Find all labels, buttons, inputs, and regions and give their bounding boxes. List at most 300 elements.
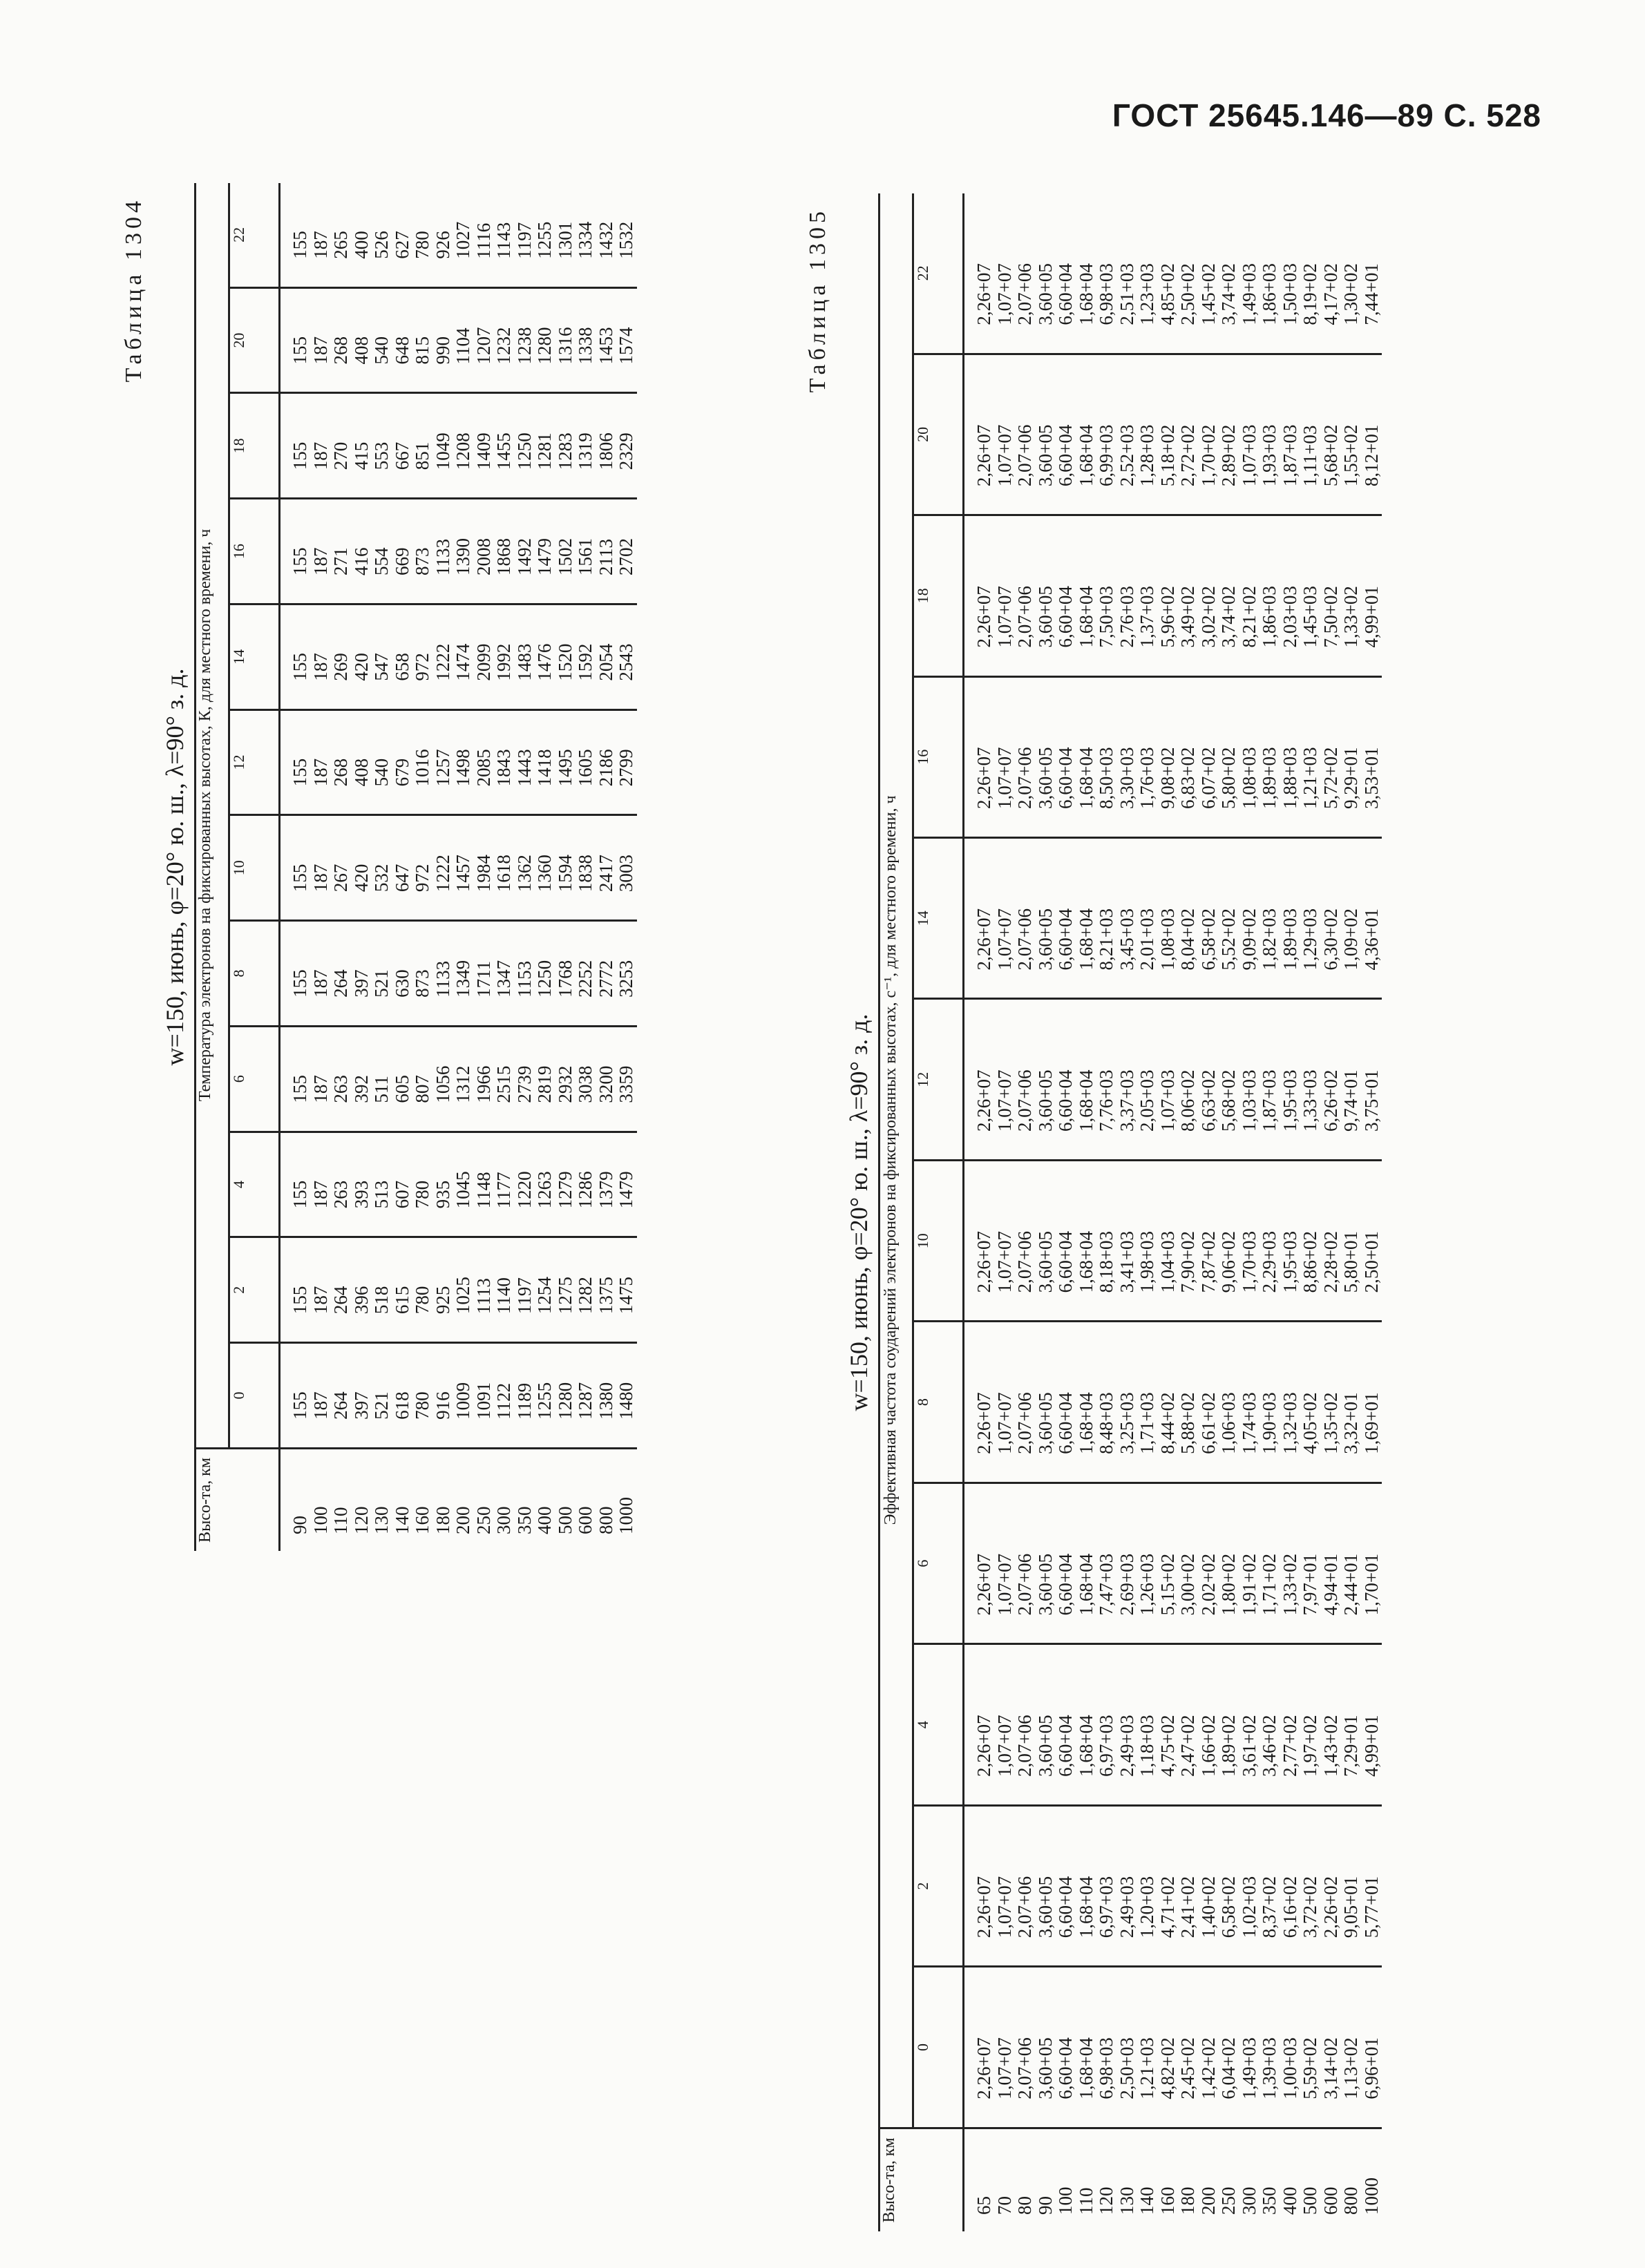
table-cell: 1,70+02	[1197, 424, 1219, 487]
table-cell: 271	[330, 547, 351, 575]
table-cell: 1520	[554, 643, 576, 681]
table-cell: 1286	[575, 1171, 596, 1209]
hour-header: 22	[913, 193, 964, 354]
altitude-value: 80	[1014, 2196, 1035, 2215]
altitude-column	[280, 1448, 637, 1551]
table-cell: 780	[412, 1286, 432, 1315]
table-cell: 420	[350, 653, 372, 681]
table-cell: 1768	[554, 960, 576, 998]
table-cell: 8,86+02	[1300, 1230, 1320, 1293]
table-cell: 1418	[534, 749, 555, 787]
table-1305-block	[805, 193, 1382, 2231]
hour-header: 14	[913, 838, 964, 999]
table-cell: 7,76+03	[1096, 1069, 1116, 1132]
table-cell: 1561	[575, 537, 596, 575]
table-cell: 518	[371, 1286, 392, 1315]
table-cell: 3,00+02	[1177, 1553, 1198, 1616]
table-cell: 1,09+02	[1340, 908, 1361, 971]
table-cell: 1498	[453, 749, 473, 787]
table-cell: 532	[371, 864, 392, 893]
table-cell: 1,90+03	[1259, 1392, 1280, 1454]
table-cell: 1360	[534, 855, 555, 893]
table-cell: 269	[330, 653, 351, 681]
table-subtitle: Эффективная частота соударений электронов на фиксированных высотах, с⁻¹, для местного времени, ч	[879, 193, 913, 2128]
table-cell: 6,97+03	[1096, 1876, 1116, 1938]
table-cell: 1,08+03	[1157, 908, 1178, 971]
table-cell: 9,74+01	[1340, 1069, 1361, 1132]
hour-header: 16	[229, 499, 280, 604]
table-cell: 4,99+01	[1360, 586, 1382, 648]
table-cell: 1,95+03	[1279, 1230, 1300, 1293]
table-cell: 1,95+03	[1279, 1069, 1300, 1132]
table-cell: 187	[310, 1391, 331, 1420]
hour-header: 20	[229, 287, 280, 393]
table-cell: 187	[310, 1286, 331, 1315]
table-cell: 553	[371, 441, 392, 470]
table-cell: 1281	[534, 432, 555, 470]
table-cell: 1,33+02	[1340, 586, 1361, 648]
table-cell: 4,17+02	[1320, 263, 1341, 325]
hour-column	[280, 393, 637, 499]
altitude-value: 100	[310, 1506, 331, 1534]
table-cell: 1,68+04	[1075, 1876, 1096, 1938]
table-cell: 1,82+03	[1259, 908, 1280, 971]
hour-header: 12	[229, 709, 280, 815]
table-cell: 2,50+02	[1177, 263, 1198, 325]
table-cell: 2702	[616, 537, 636, 575]
table-cell: 264	[330, 969, 351, 998]
table-cell: 2,03+03	[1279, 586, 1300, 648]
table-cell: 2,26+02	[1320, 1876, 1341, 1938]
table-cell: 2,50+01	[1360, 1230, 1382, 1293]
table-cell: 1255	[534, 1382, 555, 1420]
table-cell: 2,26+07	[973, 263, 994, 325]
table-cell: 2,45+02	[1177, 2037, 1198, 2099]
table-cell: 3,60+05	[1034, 1876, 1056, 1938]
table-cell: 7,44+01	[1360, 263, 1382, 325]
table-cell: 780	[412, 1180, 432, 1209]
table-cell: 6,60+04	[1055, 1553, 1076, 1616]
table-cell: 926	[432, 231, 453, 259]
hour-column	[280, 709, 637, 815]
table-cell: 1362	[513, 855, 535, 893]
table-cell: 1232	[493, 327, 514, 365]
page-header: ГОСТ 25645.146—89 С. 528	[1112, 97, 1541, 133]
table-cell: 2,26+07	[973, 1069, 994, 1132]
hour-column	[964, 838, 1382, 999]
table-cell: 935	[432, 1180, 453, 1209]
table-cell: 1009	[453, 1382, 473, 1420]
table-cell: 605	[391, 1075, 412, 1103]
table-cell: 2,07+06	[1014, 1230, 1035, 1293]
table-cell: 1,32+03	[1279, 1392, 1300, 1454]
table-cell: 1312	[453, 1065, 473, 1103]
table-cell: 1476	[534, 643, 555, 681]
table-cell: 1,91+02	[1238, 1553, 1259, 1616]
altitude-value: 800	[1340, 2186, 1361, 2215]
hour-header: 6	[913, 1483, 964, 1643]
table-cell: 268	[330, 336, 351, 365]
table-cell: 2113	[595, 538, 616, 575]
table-cell: 669	[391, 547, 412, 575]
altitude-value: 120	[1096, 2186, 1116, 2215]
table-cell: 6,60+04	[1055, 263, 1076, 325]
hour-column	[280, 183, 637, 287]
table-cell: 1027	[453, 221, 473, 259]
table-cell: 1279	[554, 1171, 576, 1209]
altitude-value: 140	[1137, 2186, 1157, 2215]
table-cell: 6,98+03	[1096, 263, 1116, 325]
hour-header: 4	[913, 1644, 964, 1805]
table-cell: 2,07+06	[1014, 1069, 1035, 1132]
table-cell: 972	[412, 653, 432, 681]
table-cell: 4,82+02	[1157, 2037, 1178, 2099]
altitude-value: 250	[1218, 2186, 1239, 2215]
table-cell: 6,60+04	[1055, 908, 1076, 971]
table-cell: 2,05+03	[1137, 1069, 1157, 1132]
table-cell: 780	[412, 1391, 432, 1420]
table-cell: 1,20+03	[1137, 1876, 1157, 1938]
table-cell: 1,23+03	[1137, 263, 1157, 325]
table-cell: 679	[391, 758, 412, 787]
table-cell: 1,80+02	[1218, 1553, 1239, 1616]
table-cell: 2186	[595, 749, 616, 787]
table-cell: 2,26+07	[973, 908, 994, 971]
table-cell: 2329	[616, 432, 636, 470]
altitude-value: 350	[513, 1506, 535, 1534]
table-cell: 1,42+02	[1197, 2037, 1219, 2099]
table-cell: 547	[371, 653, 392, 681]
table-cell: 1056	[432, 1065, 453, 1103]
table-cell: 3,14+02	[1320, 2037, 1341, 2099]
table-cell: 1,07+07	[993, 1715, 1015, 1777]
altitude-value: 130	[1116, 2186, 1137, 2215]
altitude-value: 65	[973, 2196, 994, 2215]
table-cell: 1283	[554, 432, 576, 470]
table-cell: 5,96+02	[1157, 586, 1178, 648]
hour-column	[964, 1967, 1382, 2128]
data-table	[878, 193, 1382, 2231]
table-cell: 1301	[554, 221, 576, 259]
table-label: Таблица 1304	[121, 197, 146, 383]
table-cell: 408	[350, 758, 372, 787]
table-cell: 1,26+03	[1137, 1553, 1157, 1616]
table-cell: 1,11+03	[1300, 425, 1320, 487]
altitude-value: 600	[1320, 2186, 1341, 2215]
table-cell: 7,90+02	[1177, 1230, 1198, 1293]
table-cell: 1,74+03	[1238, 1392, 1259, 1454]
table-cell: 667	[391, 441, 412, 470]
hour-header: 20	[913, 354, 964, 515]
altitude-value: 180	[1177, 2186, 1198, 2215]
altitude-value: 1000	[616, 1497, 636, 1534]
table-cell: 155	[289, 1286, 310, 1315]
table-cell: 9,05+01	[1340, 1876, 1361, 1938]
table-cell: 420	[350, 864, 372, 893]
table-cell: 1,98+03	[1137, 1230, 1157, 1293]
table-cell: 2,26+07	[973, 1230, 994, 1293]
table-cell: 6,83+02	[1177, 747, 1198, 810]
table-cell: 155	[289, 1180, 310, 1209]
table-cell: 1,45+02	[1197, 263, 1219, 325]
altitude-value: 110	[330, 1507, 351, 1534]
table-cell: 7,50+03	[1096, 586, 1116, 648]
table-cell: 155	[289, 864, 310, 893]
table-cell: 3,37+03	[1116, 1069, 1137, 1132]
table-cell: 6,60+04	[1055, 1876, 1076, 1938]
table-cell: 615	[391, 1286, 412, 1315]
table-cell: 6,07+02	[1197, 747, 1219, 810]
table-cell: 1025	[453, 1277, 473, 1315]
table-cell: 5,77+01	[1360, 1876, 1382, 1938]
table-cell: 5,68+02	[1218, 1069, 1239, 1132]
table-cell: 2085	[473, 749, 494, 787]
table-cell: 8,06+02	[1177, 1069, 1198, 1132]
table-cell: 6,63+02	[1197, 1069, 1219, 1132]
table-cell: 990	[432, 336, 453, 365]
table-cell: 780	[412, 231, 432, 259]
table-cell: 2,07+06	[1014, 1876, 1035, 1938]
table-cell: 3,60+05	[1034, 908, 1056, 971]
altitude-value: 200	[1197, 2186, 1219, 2215]
table-cell: 1480	[616, 1382, 636, 1420]
table-cell: 3,41+03	[1116, 1230, 1137, 1293]
altitude-value: 90	[1034, 2196, 1056, 2215]
table-subtitle: Температура электронов на фиксированных высотах, К, для местного времени, ч	[196, 183, 229, 1448]
table-cell: 658	[391, 653, 412, 681]
table-cell: 1492	[513, 537, 535, 575]
table-cell: 3253	[616, 960, 636, 998]
table-cell: 2,07+06	[1014, 263, 1035, 325]
table-cell: 1868	[493, 537, 514, 575]
table-cell: 1380	[595, 1382, 616, 1420]
table-cell: 397	[350, 1391, 372, 1420]
table-cell: 155	[289, 547, 310, 575]
table-cell: 2099	[473, 643, 494, 681]
table-cell: 1287	[575, 1382, 596, 1420]
table-cell: 1238	[513, 327, 535, 365]
altitude-value: 160	[412, 1506, 432, 1534]
table-cell: 1,97+02	[1300, 1715, 1320, 1777]
table-cell: 2,49+03	[1116, 1876, 1137, 1938]
table-cell: 6,26+02	[1320, 1069, 1341, 1132]
table-cell: 3,32+01	[1340, 1392, 1361, 1454]
table-cell: 1153	[513, 960, 535, 998]
hour-column	[964, 1644, 1382, 1805]
table-cell: 1618	[493, 855, 514, 893]
table-cell: 155	[289, 336, 310, 365]
table-cell: 270	[330, 441, 351, 470]
table-cell: 2,07+06	[1014, 1553, 1035, 1616]
table-cell: 1,33+03	[1300, 1069, 1320, 1132]
table-cell: 1,68+04	[1075, 908, 1096, 971]
table-cell: 2,69+03	[1116, 1553, 1137, 1616]
table-cell: 1,68+04	[1075, 424, 1096, 487]
table-cell: 6,61+02	[1197, 1392, 1219, 1454]
table-cell: 1338	[575, 327, 596, 365]
table-cell: 400	[350, 231, 372, 259]
table-cell: 1,40+02	[1197, 1876, 1219, 1938]
altitude-value: 180	[432, 1506, 453, 1534]
altitude-value: 1000	[1360, 2178, 1382, 2215]
table-cell: 1,39+03	[1259, 2037, 1280, 2099]
table-cell: 5,59+02	[1300, 2037, 1320, 2099]
table-cell: 8,04+02	[1177, 908, 1198, 971]
table-cell: 1,89+02	[1218, 1715, 1239, 1777]
table-cell: 187	[310, 969, 331, 998]
table-cell: 1133	[432, 960, 453, 998]
table-cell: 1143	[493, 222, 514, 259]
table-cell: 1255	[534, 221, 555, 259]
table-cell: 2,26+07	[973, 747, 994, 810]
table-cell: 1,45+03	[1300, 586, 1320, 648]
table-cell: 264	[330, 1391, 351, 1420]
table-cell: 1592	[575, 643, 596, 681]
hour-header: 14	[229, 604, 280, 709]
table-cell: 3,72+02	[1300, 1876, 1320, 1938]
table-cell: 5,52+02	[1218, 908, 1239, 971]
table-cell: 2,07+06	[1014, 747, 1035, 810]
table-cell: 1,49+03	[1238, 263, 1259, 325]
hour-header: 16	[913, 676, 964, 837]
table-cell: 6,58+02	[1197, 908, 1219, 971]
table-cell: 1,86+03	[1259, 263, 1280, 325]
table-cell: 1806	[595, 432, 616, 470]
table-cell: 3,74+02	[1218, 586, 1239, 648]
table-cell: 392	[350, 1075, 372, 1103]
hour-column	[964, 676, 1382, 837]
table-cell: 6,60+04	[1055, 1392, 1076, 1454]
table-cell: 1349	[453, 960, 473, 998]
table-cell: 1,07+07	[993, 424, 1015, 487]
table-cell: 263	[330, 1075, 351, 1103]
table-cell: 511	[371, 1076, 392, 1103]
table-cell: 1,30+02	[1340, 263, 1361, 325]
table-cell: 1,68+04	[1075, 1069, 1096, 1132]
hour-header: 4	[229, 1132, 280, 1237]
hour-column	[280, 499, 637, 604]
table-cell: 155	[289, 441, 310, 470]
table-cell: 3,60+05	[1034, 1392, 1056, 1454]
table-cell: 1197	[513, 1277, 535, 1315]
altitude-value: 200	[453, 1506, 473, 1534]
table-cell: 2,29+03	[1259, 1230, 1280, 1293]
table-cell: 807	[412, 1075, 432, 1103]
table-cell: 408	[350, 336, 372, 365]
table-cell: 3200	[595, 1065, 616, 1103]
table-cell: 1,02+03	[1238, 1876, 1259, 1938]
table-cell: 1594	[554, 855, 576, 893]
table-cell: 1,07+03	[1238, 424, 1259, 487]
table-cell: 1,68+04	[1075, 2037, 1096, 2099]
table-cell: 5,80+02	[1218, 747, 1239, 810]
table-cell: 1275	[554, 1277, 576, 1315]
table-cell: 540	[371, 336, 392, 365]
table-cell: 2,02+02	[1197, 1553, 1219, 1616]
table-cell: 1,07+07	[993, 1230, 1015, 1293]
table-cell: 2008	[473, 537, 494, 575]
hour-header: 12	[913, 999, 964, 1160]
table-cell: 7,47+03	[1096, 1553, 1116, 1616]
table-cell: 815	[412, 336, 432, 365]
table-cell: 521	[371, 1391, 392, 1420]
table-cell: 3003	[616, 855, 636, 893]
table-cell: 1334	[575, 221, 596, 259]
table-cell: 2,26+07	[973, 424, 994, 487]
table-cell: 1347	[493, 960, 514, 998]
table-cell: 2,44+01	[1340, 1553, 1361, 1616]
table-cell: 7,50+02	[1320, 586, 1341, 648]
table-cell: 916	[432, 1391, 453, 1420]
table-cell: 873	[412, 969, 432, 998]
table-cell: 3,60+05	[1034, 1715, 1056, 1777]
altitude-value: 400	[534, 1506, 555, 1534]
table-cell: 4,99+01	[1360, 1715, 1382, 1777]
table-cell: 1280	[534, 327, 555, 365]
table-cell: 1,07+03	[1157, 1069, 1178, 1132]
altitude-value: 350	[1259, 2186, 1280, 2215]
table-cell: 1966	[473, 1065, 494, 1103]
table-cell: 1,07+07	[993, 1553, 1015, 1616]
table-cell: 2,01+03	[1137, 908, 1157, 971]
table-cell: 3,25+03	[1116, 1392, 1137, 1454]
table-cell: 6,60+04	[1055, 1715, 1076, 1777]
hour-header: 8	[913, 1322, 964, 1483]
table-title: w=150, июнь, φ=20° ю. ш., λ=90° з. д.	[161, 668, 189, 1066]
hour-column	[964, 354, 1382, 515]
table-cell: 1,35+02	[1320, 1392, 1341, 1454]
hour-column	[280, 287, 637, 393]
hour-column	[964, 1322, 1382, 1483]
hour-column	[964, 1805, 1382, 1966]
table-cell: 6,58+02	[1218, 1876, 1239, 1938]
table-cell: 1,43+02	[1320, 1715, 1341, 1777]
table-cell: 1574	[616, 327, 636, 365]
table-cell: 1319	[575, 432, 596, 470]
altitude-value: 500	[554, 1506, 576, 1534]
table-cell: 7,97+01	[1300, 1553, 1320, 1616]
table-cell: 2,26+07	[973, 586, 994, 648]
table-cell: 155	[289, 758, 310, 787]
table-cell: 155	[289, 969, 310, 998]
table-cell: 630	[391, 969, 412, 998]
table-cell: 6,60+04	[1055, 1230, 1076, 1293]
altitude-value: 120	[350, 1506, 372, 1534]
table-cell: 1,04+03	[1157, 1230, 1178, 1293]
table-cell: 2,07+06	[1014, 586, 1035, 648]
table-cell: 155	[289, 653, 310, 681]
hour-column	[280, 1132, 637, 1237]
table-cell: 1,88+03	[1279, 747, 1300, 810]
table-cell: 2,77+02	[1279, 1715, 1300, 1777]
table-cell: 1,86+03	[1259, 586, 1280, 648]
table-1304-block	[121, 183, 637, 1551]
table-cell: 1843	[493, 749, 514, 787]
altitude-value: 250	[473, 1506, 494, 1534]
hour-column	[964, 515, 1382, 676]
table-cell: 1,89+03	[1259, 747, 1280, 810]
hour-header: 10	[913, 1160, 964, 1321]
table-cell: 1122	[493, 1382, 514, 1420]
table-cell: 8,21+02	[1238, 586, 1259, 648]
table-cell: 1254	[534, 1277, 555, 1315]
table-cell: 3,46+02	[1259, 1715, 1280, 1777]
table-cell: 1,07+07	[993, 908, 1015, 971]
table-cell: 155	[289, 231, 310, 259]
hour-header: 2	[913, 1805, 964, 1966]
hour-column	[964, 193, 1382, 354]
table-cell: 4,85+02	[1157, 263, 1178, 325]
